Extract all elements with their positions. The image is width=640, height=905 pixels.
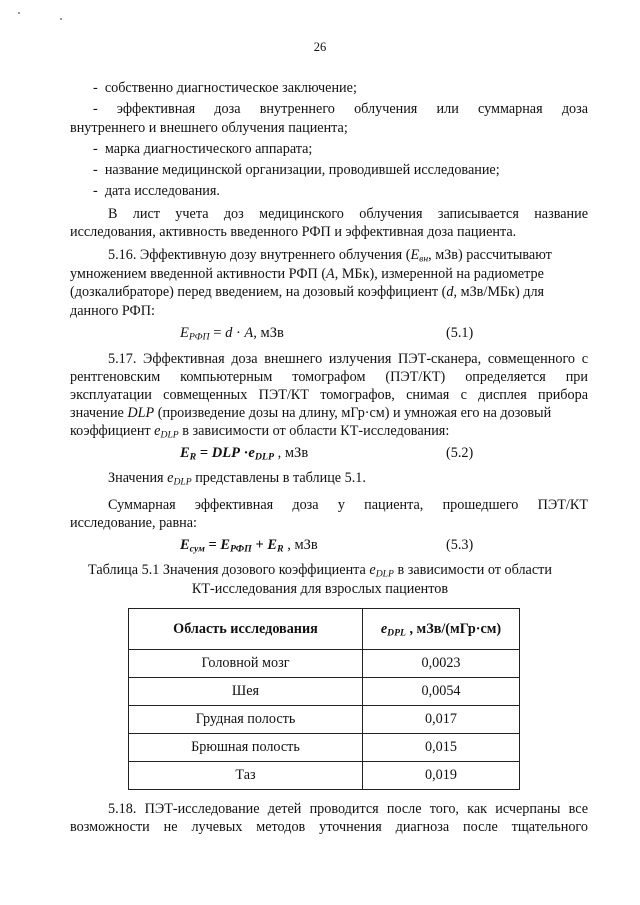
page-number: 26 [313,40,327,54]
table-header-region: Область исследования [129,609,363,650]
scan-speck [18,12,20,14]
equation-number: (5.3) [446,537,474,553]
paragraph-line: исследование, равна: [70,515,197,531]
bullet-item: - эффективная доза внутреннего облучения или суммарная доза [93,101,589,117]
table-header-row [129,609,520,650]
table-cell-value: 0,017 [363,706,520,734]
paragraph-line: коэффициент $e_{DLP}$ в зависимости от области КТ-исследования: [70,423,450,441]
dose-coefficient-table [128,608,520,790]
table-cell-value: 0,019 [363,762,520,790]
paragraph-line: В лист учета доз медицинского облучения записывается название [108,206,588,222]
paragraph-line: Суммарная эффективная доза у пациента, прошедшего ПЭТ/КТ [108,497,588,513]
table-cell-region: Шея [129,678,363,706]
formula-5-2: $E_R$ = DLP $\cdot e_{DLP}$ , мЗв [180,445,309,463]
formula-5-1: $E_{РФП} = d \cdot A$, мЗв [180,325,284,343]
paragraph-line: 5.18. ПЭТ-исследование детей проводится после того, как исчерпаны все [108,801,588,817]
table-cell-value: 0,0054 [363,678,520,706]
paragraph-line: рентгеновским компьютерным томографом (ПЭТ/КТ) определяется при [70,369,588,385]
paragraph-line: значение DLP (произведение дозы на длину, мГр·см) и умножая его на дозовый [70,405,552,421]
equation-number: (5.1) [446,325,474,341]
equation-number: (5.2) [446,445,474,461]
table-cell-region: Таз [129,762,363,790]
bullet-continuation: внутреннего и внешнего облучения пациента; [70,120,348,136]
table-row [129,762,520,790]
bullet-item: - название медицинской организации, проводившей исследование; [93,162,500,178]
table-row [129,650,520,678]
table-row [129,734,520,762]
paragraph-line: (дозкалибраторе) перед введением, на дозовый коэффициент (d, мЗв/МБк) для [70,284,545,300]
paragraph-line: данного РФП: [70,303,155,319]
paragraph-line: умножением введенной активности РФП (A, МБк), измеренной на радиометре [70,266,544,282]
table-header-coefficient: $e_{DPL}$ , мЗв/(мГр·см) [363,609,520,650]
paragraph-line: Значения $e_{DLP}$ представлены в таблице 5.1. [108,470,366,488]
table-caption: Таблица 5.1 Значения дозового коэффициента $e_{DLP}$ в зависимости от области [88,562,552,580]
bullet-item: - собственно диагностическое заключение; [93,80,357,96]
table-row [129,706,520,734]
paragraph-line: исследования, активность введенного РФП и эффективная доза пациента. [70,224,517,240]
paragraph-line: 5.17. Эффективная доза внешнего излучения ПЭТ-сканера, совмещенного с [108,351,588,367]
table-row [129,678,520,706]
table-cell-value: 0,0023 [363,650,520,678]
table-cell-region: Грудная полость [129,706,363,734]
bullet-item: - марка диагностического аппарата; [93,141,313,157]
table-caption: КТ-исследования для взрослых пациентов [191,581,449,597]
bullet-item: - дата исследования. [93,183,220,199]
table-cell-region: Головной мозг [129,650,363,678]
formula-5-3: $E_{сум} = E_{РФП} + E_R$ , мЗв [180,537,318,555]
scan-speck [60,18,62,20]
table-cell-region: Брюшная полость [129,734,363,762]
table-cell-value: 0,015 [363,734,520,762]
paragraph-line: возможности не лучевых методов уточнения диагноза после тщательного [70,819,588,835]
paragraph-line: эксплуатации совмещенных ПЭТ/КТ томографов, снимая с дисплея прибора [70,387,588,403]
paragraph-line: 5.16. Эффективную дозу внутреннего облучения ($E_{вн}$, мЗв) рассчитывают [108,247,552,265]
